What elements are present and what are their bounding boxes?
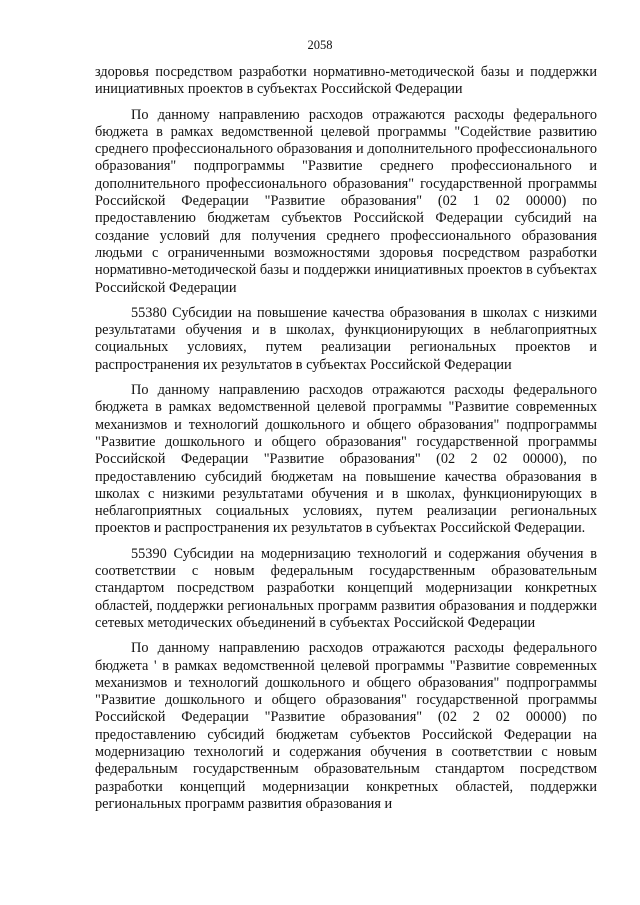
paragraph-continuation: здоровья посредством разработки нормативно-методической базы и поддержки инициативных проектов в субъектах Российской Федерации [95, 64, 597, 98]
page-number: 2058 [307, 38, 333, 52]
paragraph-heading-55390: 55390 Субсидии на модернизацию технологий и содержания обучения в соответствии с новым федеральным государственным образовательным стандартом посредством разработки концепций модернизации конкретных областей, поддержки региональных программ развития образования и поддержки сетевых методических объединений в субъектах Российской Федерации [95, 545, 597, 631]
paragraph: По данному направлению расходов отражаются расходы федерального бюджета в рамках ведомственной целевой программы "Развитие современных механизмов и технологий дошкольного и общего образования" подпрограммы "Развитие дошкольного и общего образования" государственной программы Российской Федерации "Развитие образования" (02 2 02 00000), по предоставлению субсидий бюджетам на повышение качества образования в школах с низкими результатами обучения и в школах, функционирующих в неблагоприятных социальных условиях, путем реализации региональных проектов и распространения их результатов в субъектах Российской Федерации. [95, 382, 597, 537]
paragraph: По данному направлению расходов отражаются расходы федерального бюджета в рамках ведомственной целевой программы "Содействие развитию среднего профессионального образования и дополнительного профессионального образования" подпрограммы "Развитие среднего профессионального и дополнительного профессионального образования" государственной программы Российской Федерации "Развитие образования" (02 1 02 00000) по предоставлению бюджетам субъектов Российской Федерации субсидий на создание условий для получения среднего профессионального образования людьми с ограниченными возможностями здоровья посредством разработки нормативно-методической базы и поддержки инициативных проектов в субъектах Российской Федерации [95, 106, 597, 296]
paragraph-heading-55380: 55380 Субсидии на повышение качества образования в школах с низкими результатами обучения и в школах, функционирующих в неблагоприятных социальных условиях, путем реализации региональных проектов и распространения их результатов в субъектах Российской Федерации [95, 304, 597, 373]
document-body [95, 64, 597, 821]
paragraph: По данному направлению расходов отражаются расходы федерального бюджета ' в рамках ведомственной целевой программы "Развитие современных механизмов и технологий дошкольного и общего образования" подпрограммы "Развитие дошкольного и общего образования" государственной программы Российской Федерации "Развитие образования" (02 2 02 00000) по предоставлению субсидий бюджетам субъектов Российской Федерации на модернизацию технологий и содержания обучения в соответствии с новым федеральным государственным образовательным стандартом посредством разработки концепций модернизации конкретных областей, поддержки региональных программ развития образования и [95, 640, 597, 812]
